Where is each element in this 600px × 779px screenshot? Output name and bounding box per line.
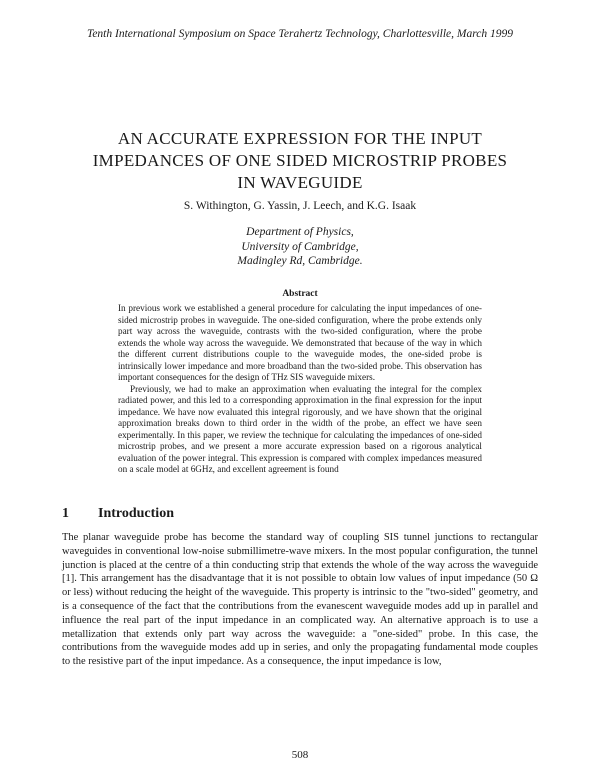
affiliation-line: Department of Physics, xyxy=(246,226,354,238)
affiliation-line: Madingley Rd, Cambridge. xyxy=(237,255,363,267)
section-number: 1 xyxy=(62,506,69,521)
affiliation xyxy=(0,225,600,269)
title-line: IN WAVEGUIDE xyxy=(237,173,363,192)
abstract-paragraph: In previous work we established a general procedure for calculating the input impedances of one-sided microstrip probes in waveguide. The one-sided configuration, where the probe extends only part way across the waveguide, contrasts with the two-sided configuration, where the probe extends the whole way across the waveguide. We demonstrated that because of the way in which the different current distributions couple to the waveguide modes, the one-sided probe is intrinsically lower impedance and more broadband than the two-sided probe. This observation has important consequences for the design of THz SIS waveguide mixers. xyxy=(118,303,482,382)
title-line: AN ACCURATE EXPRESSION FOR THE INPUT xyxy=(117,129,483,148)
page-number: 508 xyxy=(291,749,309,761)
paper-title xyxy=(40,128,560,194)
body-text xyxy=(62,531,538,669)
author-list: S. Withington, G. Yassin, J. Leech, and K.G. Isaak xyxy=(183,200,417,212)
abstract-heading: Abstract xyxy=(282,289,318,299)
section-title: Introduction xyxy=(98,506,174,521)
title-line: IMPEDANCES OF ONE SIDED MICROSTRIP PROBES xyxy=(92,151,508,170)
body-paragraph: The planar waveguide probe has become the standard way of coupling SIS tunnel junctions to rectangular waveguides in conventional low-noise submillimetre-wave mixers. In the most popular configuration, the tunnel junction is placed at the centre of a thin conducting strip that extends the whole of the way across the waveguide [1]. This arrangement has the disadvantage that it is not possible to obtain low values of input impedance (50 Ω or less) without reducing the height of the waveguide. This property is intrinsic to the "two-sided" geometry, and is a consequence of the fact that the contributions from the evanescent waveguide modes add up in parallel and influence the real part of the input impedance in an complicated way. An alternative approach is to use a metallization that extends only part way across the waveguide: a "one-sided" probe. In this case, the contributions from the waveguide modes add up in series, and only the propagating fundamental mode couples to the resistive part of the input impedance. As a consequence, the input impedance is low, xyxy=(62,532,538,668)
abstract-body xyxy=(118,303,482,476)
conference-header: Tenth International Symposium on Space Terahertz Technology, Charlottesville, March 1999 xyxy=(86,28,514,40)
abstract-paragraph: Previously, we had to make an approximation when evaluating the integral for the complex radiated power, and this led to a corresponding approximation in the final expression for the input impedance. We have now evaluated this integral rigorously, and we have shown that the original approximation breaks down to third order in the width of the probe, an effect we have seen experimentally. In this paper, we review the technique for calculating the impedances of one-sided microstrip probes, and we present a more accurate expression based on a rigorous analytical evaluation of the power integral. This expression is compared with complex impedances measured on a scale model at 6GHz, and excellent agreement is found xyxy=(118,383,482,474)
section-heading xyxy=(62,506,174,522)
affiliation-line: University of Cambridge, xyxy=(241,240,359,253)
